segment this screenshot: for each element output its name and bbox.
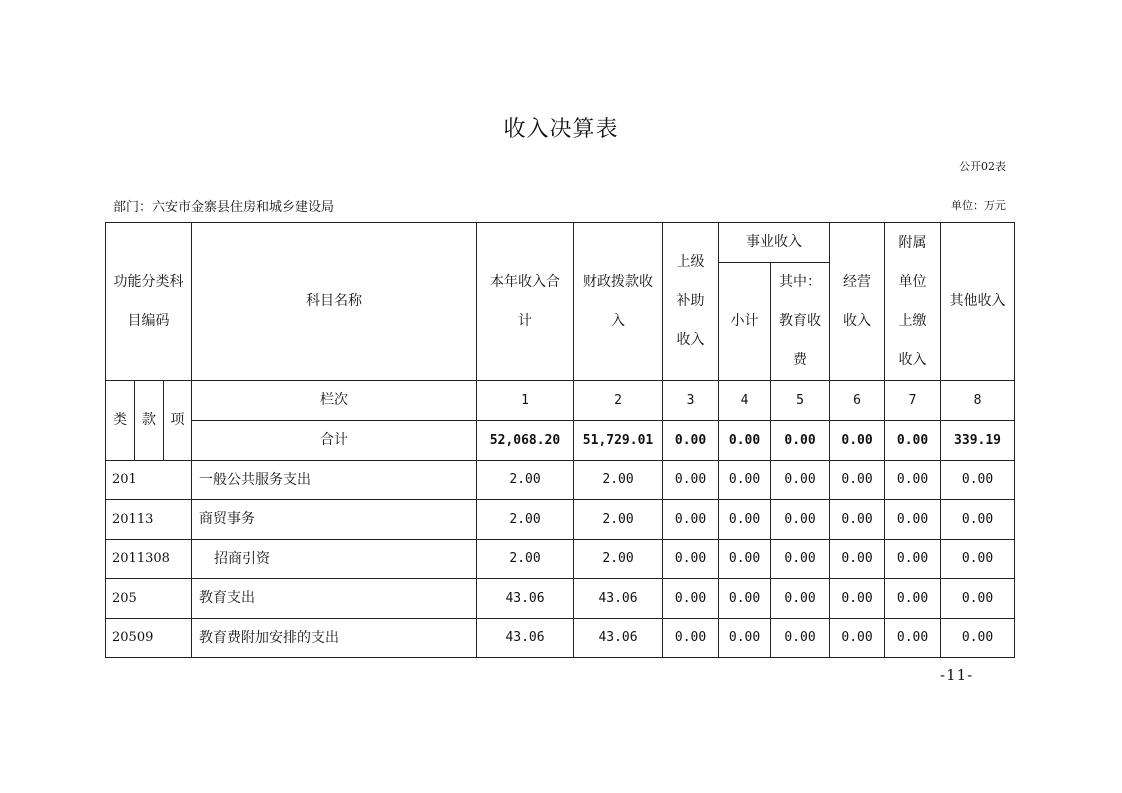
cell-value: 43.06 <box>477 619 574 658</box>
cell-value: 0.00 <box>771 461 830 500</box>
cell-value: 0.00 <box>771 500 830 540</box>
row-code: 20113 <box>106 500 192 540</box>
cell-value: 43.06 <box>574 579 663 619</box>
total-value: 0.00 <box>663 421 719 461</box>
cell-value: 0.00 <box>830 579 885 619</box>
affiliated-header: 附属单位上缴收入 <box>885 223 941 381</box>
col-number: 6 <box>830 381 885 421</box>
cell-value: 0.00 <box>885 579 941 619</box>
row-code: 205 <box>106 579 192 619</box>
cell-value: 0.00 <box>719 579 771 619</box>
other-header: 其他收入 <box>941 223 1015 381</box>
col-number: 2 <box>574 381 663 421</box>
total-value: 0.00 <box>719 421 771 461</box>
total-value: 0.00 <box>771 421 830 461</box>
table-row <box>106 500 1015 540</box>
total-value: 339.19 <box>941 421 1015 461</box>
cell-value: 0.00 <box>719 540 771 579</box>
cell-value: 0.00 <box>663 579 719 619</box>
row-code: 20509 <box>106 619 192 658</box>
cell-value: 0.00 <box>830 540 885 579</box>
total-header: 本年收入合计 <box>477 223 574 381</box>
column-label: 栏次 <box>192 381 477 421</box>
cell-value: 0.00 <box>663 540 719 579</box>
superior-header: 上级补助收入 <box>663 223 719 381</box>
cell-value: 2.00 <box>477 500 574 540</box>
cell-value: 0.00 <box>771 579 830 619</box>
total-value: 0.00 <box>885 421 941 461</box>
total-row <box>106 421 1015 461</box>
cell-value: 0.00 <box>941 500 1015 540</box>
row-code: 2011308 <box>106 540 192 579</box>
kuan-header: 款 <box>135 381 164 461</box>
cell-value: 0.00 <box>771 540 830 579</box>
item-name-header: 科目名称 <box>192 223 477 381</box>
cell-value: 0.00 <box>830 619 885 658</box>
cell-value: 0.00 <box>719 619 771 658</box>
cell-value: 0.00 <box>885 619 941 658</box>
cell-value: 43.06 <box>574 619 663 658</box>
cell-value: 2.00 <box>574 500 663 540</box>
cell-value: 0.00 <box>830 461 885 500</box>
cell-value: 0.00 <box>941 619 1015 658</box>
business-header: 事业收入 <box>719 223 830 263</box>
total-label: 合计 <box>192 421 477 461</box>
cell-value: 0.00 <box>885 540 941 579</box>
cell-value: 0.00 <box>719 500 771 540</box>
form-number: 公开02表 <box>959 160 1006 173</box>
col-number: 4 <box>719 381 771 421</box>
cell-value: 0.00 <box>941 579 1015 619</box>
table-row <box>106 461 1015 500</box>
cell-value: 2.00 <box>477 461 574 500</box>
cell-value: 0.00 <box>941 540 1015 579</box>
cell-value: 0.00 <box>663 461 719 500</box>
subtotal-header: 小计 <box>719 263 771 381</box>
cell-value: 0.00 <box>830 500 885 540</box>
unit-label: 单位：万元 <box>951 199 1006 212</box>
col-number: 3 <box>663 381 719 421</box>
cell-value: 0.00 <box>719 461 771 500</box>
col-number: 8 <box>941 381 1015 421</box>
operating-header: 经营收入 <box>830 223 885 381</box>
table-row <box>106 540 1015 579</box>
cell-value: 2.00 <box>574 540 663 579</box>
education-fee-header: 其中：教育收费 <box>771 263 830 381</box>
cell-value: 0.00 <box>885 461 941 500</box>
page-number: -11- <box>940 666 974 684</box>
row-name: 教育支出 <box>192 579 477 619</box>
cell-value: 0.00 <box>663 500 719 540</box>
total-value: 0.00 <box>830 421 885 461</box>
cell-value: 2.00 <box>574 461 663 500</box>
row-code: 201 <box>106 461 192 500</box>
department-label: 部门：六安市金寨县住房和城乡建设局 <box>113 200 335 215</box>
cell-value: 0.00 <box>771 619 830 658</box>
row-name: 招商引资 <box>192 540 477 579</box>
row-name: 商贸事务 <box>192 500 477 540</box>
cell-value: 0.00 <box>885 500 941 540</box>
cell-value: 2.00 <box>477 540 574 579</box>
table-row <box>106 619 1015 658</box>
total-value: 52,068.20 <box>477 421 574 461</box>
xiang-header: 项 <box>164 381 192 461</box>
row-name: 教育费附加安排的支出 <box>192 619 477 658</box>
col-number: 7 <box>885 381 941 421</box>
lei-header: 类 <box>106 381 135 461</box>
col-number: 5 <box>771 381 830 421</box>
cell-value: 0.00 <box>663 619 719 658</box>
page-title: 收入决算表 <box>503 117 619 142</box>
fiscal-header: 财政拨款收入 <box>574 223 663 381</box>
income-table <box>105 222 1015 658</box>
row-name: 一般公共服务支出 <box>192 461 477 500</box>
cell-value: 0.00 <box>941 461 1015 500</box>
cell-value: 43.06 <box>477 579 574 619</box>
total-value: 51,729.01 <box>574 421 663 461</box>
func-code-header: 功能分类科目编码 <box>106 223 192 381</box>
table-row <box>106 579 1015 619</box>
col-number: 1 <box>477 381 574 421</box>
